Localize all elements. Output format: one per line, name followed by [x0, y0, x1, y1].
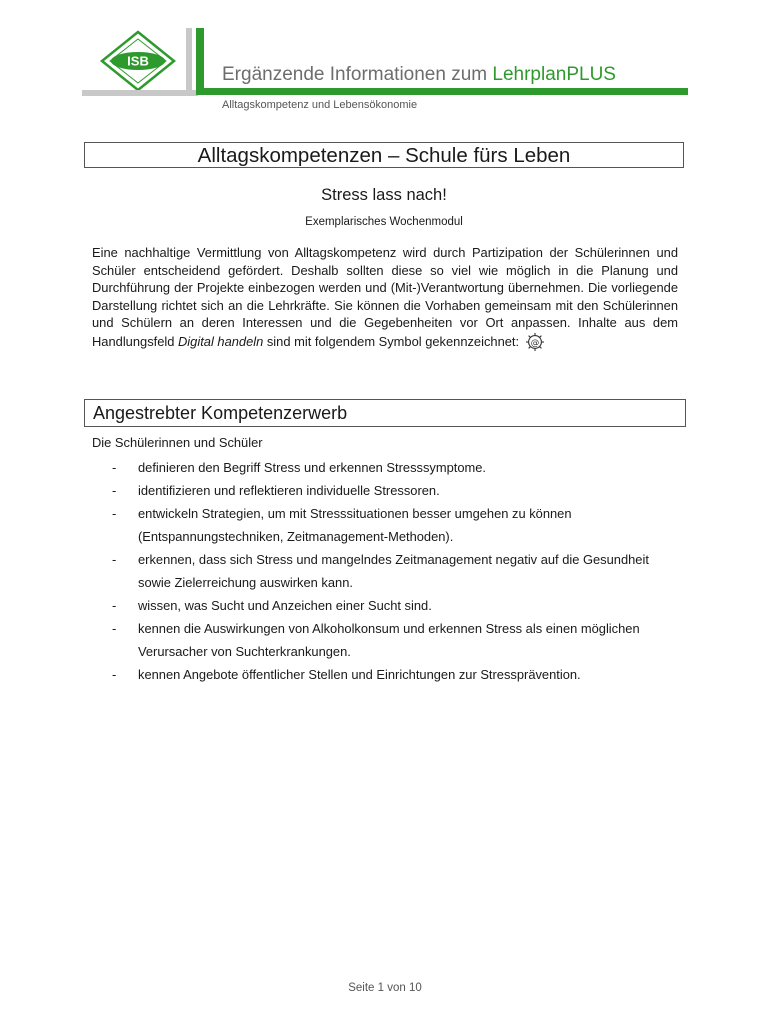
- competencies-list: [112, 456, 672, 686]
- list-item: [112, 502, 672, 548]
- header-gray-divider: [186, 28, 192, 96]
- header-green-divider: [196, 28, 204, 94]
- module-title: Stress lass nach!: [321, 186, 447, 204]
- header-gray-rule: [82, 90, 198, 96]
- module-subtitle: Exemplarisches Wochenmodul: [305, 216, 463, 228]
- list-bullet: -: [112, 506, 117, 521]
- list-item-text: kennen Angebote öffentlicher Stellen und Einrichtungen zur Stressprävention.: [138, 667, 581, 682]
- list-item-text: erkennen, dass sich Stress und mangelndes Zeitmanagement negativ auf die Gesundheit sowie Zielerreichung auswirken kann.: [138, 552, 649, 590]
- competencies-heading: Angestrebter Kompetenzerwerb: [84, 399, 686, 427]
- list-item-text: definieren den Begriff Stress und erkennen Stresssymptome.: [138, 460, 486, 475]
- list-item: [112, 663, 672, 686]
- list-item: [112, 617, 672, 663]
- list-bullet: -: [112, 483, 117, 498]
- header-title-brand: LehrplanPLUS: [492, 64, 616, 85]
- list-item-text: kennen die Auswirkungen von Alkoholkonsum und erkennen Stress als einen möglichen Verursacher von Suchterkrankungen.: [138, 621, 640, 659]
- list-bullet: -: [112, 667, 117, 682]
- main-title: Alltagskompetenzen – Schule fürs Leben: [84, 142, 684, 168]
- intro-text-part1: Eine nachhaltige Vermittlung von Alltagskompetenz wird durch Partizipation der Schülerinnen und Schüler entscheidend gefördert. Deshalb sollten diese so viel wie möglich in die Planung und Durchführung der Projekte einbezogen werden und (Mit-)Verantwortung übernehmen. Die vorliegende Darstellung richtet sich an die Lehrkräfte. Sie können die Vorhaben gemeinsam mit den Schülerinnen und Schülern an deren Interessen und die Gegebenheiten vor Ort anpassen. Inhalte aus dem Handlungsfeld: [92, 245, 678, 349]
- logo-text: ISB: [127, 53, 149, 69]
- intro-paragraph: [92, 244, 678, 352]
- list-bullet: -: [112, 621, 117, 636]
- list-item-text: entwickeln Strategien, um mit Stresssituationen besser umgehen zu können (Entspannungstechniken, Zeitmanagement-Methoden).: [138, 506, 572, 544]
- intro-text-part2: sind mit folgendem Symbol gekennzeichnet:: [263, 333, 520, 349]
- header-title-prefix: Ergänzende Informationen zum: [222, 64, 493, 85]
- header-subtitle: Alltagskompetenz und Lebensökonomie: [222, 99, 418, 111]
- list-item: [112, 548, 672, 594]
- list-bullet: -: [112, 552, 117, 567]
- list-bullet: -: [112, 598, 117, 613]
- list-item: [112, 456, 672, 479]
- list-item-text: identifizieren und reflektieren individuelle Stressoren.: [138, 483, 440, 498]
- list-item: [112, 594, 672, 617]
- header-green-rule: [196, 88, 688, 95]
- svg-text:@: @: [530, 338, 540, 349]
- intro-emphasis: Digital handeln: [178, 333, 264, 349]
- page-number: Seite 1 von 10: [348, 982, 422, 994]
- isb-logo: [100, 30, 176, 92]
- at-sign-gear-icon: [525, 332, 545, 352]
- header-title: [222, 64, 616, 86]
- list-item-text: wissen, was Sucht und Anzeichen einer Sucht sind.: [138, 598, 432, 613]
- competencies-intro: Die Schülerinnen und Schüler: [92, 435, 263, 450]
- list-item: [112, 479, 672, 502]
- list-bullet: -: [112, 460, 117, 475]
